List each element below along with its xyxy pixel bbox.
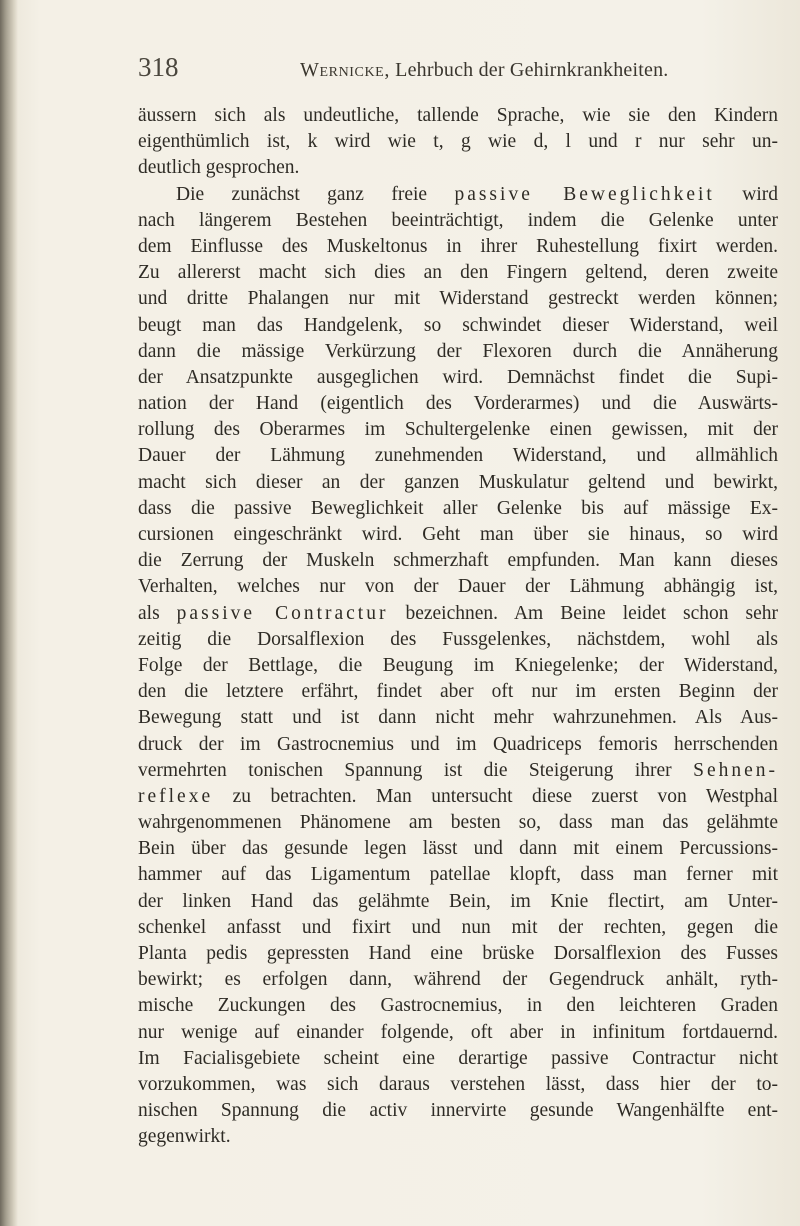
text-line [138, 182, 778, 208]
text-line [138, 155, 778, 181]
text-segment: Bewegung statt und ist dann nicht mehr wahrzunehmen. Als Aus- [138, 707, 778, 729]
text-line [138, 941, 778, 967]
text-segment: zu betrachten. Man untersucht diese zuerst von Westphal [213, 785, 778, 807]
text-line [138, 1072, 778, 1098]
text-segment: dass die passive Beweglichkeit aller Gelenke bis auf mässige Ex- [138, 497, 778, 519]
text-line [138, 286, 778, 312]
text-segment: dem Einflusse des Muskeltonus in ihrer Ruhestellung fixirt werden. [138, 235, 778, 257]
spaced-emphasis: passive Contractur [176, 602, 389, 624]
text-segment: gegenwirkt. [138, 1126, 231, 1148]
text-line [138, 208, 778, 234]
text-segment: nach längerem Bestehen beeinträchtigt, indem die Gelenke unter [138, 209, 778, 231]
text-segment: Die zunächst ganz freie [176, 183, 455, 205]
text-segment: beugt man das Handgelenk, so schwindet dieser Widerstand, weil [138, 314, 778, 336]
header-title [300, 59, 668, 82]
text-line [138, 967, 778, 993]
text-segment: und dritte Phalangen nur mit Widerstand gestreckt werden können; [138, 288, 778, 310]
text-line [138, 653, 778, 679]
text-line [138, 889, 778, 915]
text-line [138, 601, 778, 627]
text-line [138, 784, 778, 810]
text-line [138, 862, 778, 888]
text-line [138, 417, 778, 443]
text-segment: Planta pedis gepressten Hand eine brüske Dorsalflexion des Fusses [138, 943, 778, 964]
text-line [138, 810, 778, 836]
text-segment: Folge der Bettlage, die Beugung im Kniegelenke; der Widerstand, [138, 654, 778, 676]
text-line [138, 470, 778, 496]
text-segment: druck der im Gastrocnemius und im Quadriceps femoris herrschenden [138, 733, 778, 755]
text-segment: bezeichnen. Am Beine leidet schon sehr [388, 602, 778, 624]
text-segment: nation der Hand (eigentlich des Vorderarmes) und die Auswärts- [138, 393, 778, 415]
text-segment: wahrgenommenen Phänomene am besten so, dass man das gelähmte [138, 812, 778, 834]
text-line [138, 1124, 778, 1150]
text-segment: den die letztere erfährt, findet aber oft nur im ersten Beginn der [138, 681, 778, 703]
text-line [138, 1046, 778, 1072]
text-line [138, 365, 778, 391]
text-segment: die Zerrung der Muskeln schmerzhaft empfunden. Man kann dieses [138, 550, 778, 572]
text-segment: Dauer der Lähmung zunehmenden Widerstand, und allmählich [138, 445, 778, 467]
text-line [138, 260, 778, 286]
text-segment: vorzukommen, was sich daraus verstehen lässt, dass hier der to- [138, 1073, 778, 1095]
text-segment: vermehrten tonischen Spannung ist die Steigerung ihrer [138, 759, 694, 781]
text-line [138, 339, 778, 365]
text-line [138, 836, 778, 862]
spaced-emphasis: Sehnen- [693, 759, 778, 781]
page-number: 318 [138, 52, 179, 82]
text-segment: eigenthümlich ist, k wird wie t, g wie d, l und r nur sehr un- [138, 131, 778, 153]
text-segment: Verhalten, welches nur von der Dauer der Lähmung abhängig ist, [138, 576, 778, 598]
text-segment: mische Zuckungen des Gastrocnemius, in den leichteren Graden [138, 995, 778, 1017]
spaced-emphasis: reflexe [138, 785, 214, 807]
text-line [138, 129, 778, 155]
text-line [138, 496, 778, 522]
spaced-emphasis: passive Beweglichkeit [454, 183, 715, 205]
body-text [138, 103, 778, 1151]
text-segment: bewirkt; es erfolgen dann, während der Gegendruck anhält, ryth- [138, 969, 778, 991]
text-line [138, 915, 778, 941]
text-line [138, 1098, 778, 1124]
text-segment: wird [714, 183, 778, 205]
text-line [138, 627, 778, 653]
text-segment: äussern sich als undeutliche, tallende Sprache, wie sie den Kindern [138, 105, 778, 126]
text-line [138, 313, 778, 339]
text-segment: schenkel anfasst und fixirt und nun mit der rechten, gegen die [138, 916, 778, 938]
text-segment: nischen Spannung die activ innervirte gesunde Wangenhälfte ent- [138, 1100, 778, 1122]
text-segment: Zu allererst macht sich dies an den Fingern geltend, deren zweite [138, 262, 778, 284]
text-segment: Bein über das gesunde legen lässt und dann mit einem Percussions- [138, 838, 778, 860]
text-line [138, 548, 778, 574]
text-line [138, 574, 778, 600]
text-segment: Im Facialisgebiete scheint eine derartige passive Contractur nicht [138, 1047, 778, 1069]
text-segment: deutlich gesprochen. [138, 157, 300, 179]
text-segment: nur wenige auf einander folgende, oft aber in infinitum fortdauernd. [138, 1021, 778, 1043]
text-segment: hammer auf das Ligamentum patellae klopft, dass man ferner mit [138, 864, 778, 886]
header-book-title: Lehrbuch der Gehirnkrankheiten. [395, 59, 669, 81]
text-line [138, 234, 778, 260]
book-binding-edge [0, 0, 18, 1226]
text-segment: der linken Hand das gelähmte Bein, im Knie flectirt, am Unter- [138, 890, 778, 912]
text-line [138, 391, 778, 417]
text-line [138, 705, 778, 731]
text-line [138, 758, 778, 784]
running-head [138, 52, 778, 84]
text-segment: der Ansatzpunkte ausgeglichen wird. Demnächst findet die Supi- [138, 366, 778, 388]
text-line [138, 1020, 778, 1046]
text-segment: als [138, 602, 177, 624]
text-segment: macht sich dieser an der ganzen Muskulatur geltend und bewirkt, [138, 471, 778, 493]
text-line [138, 679, 778, 705]
text-line [138, 103, 778, 129]
text-segment: dann die mässige Verkürzung der Flexoren durch die Annäherung [138, 340, 778, 362]
text-segment: cursionen eingeschränkt wird. Geht man über sie hinaus, so wird [138, 524, 778, 545]
text-line [138, 522, 778, 548]
header-author: Wernicke, [300, 59, 390, 81]
text-line [138, 993, 778, 1019]
text-line [138, 443, 778, 469]
text-segment: zeitig die Dorsalflexion des Fussgelenkes, nächstdem, wohl als [138, 628, 778, 650]
text-segment: rollung des Oberarmes im Schultergelenke einen gewissen, mit der [138, 419, 778, 441]
text-line [138, 732, 778, 758]
